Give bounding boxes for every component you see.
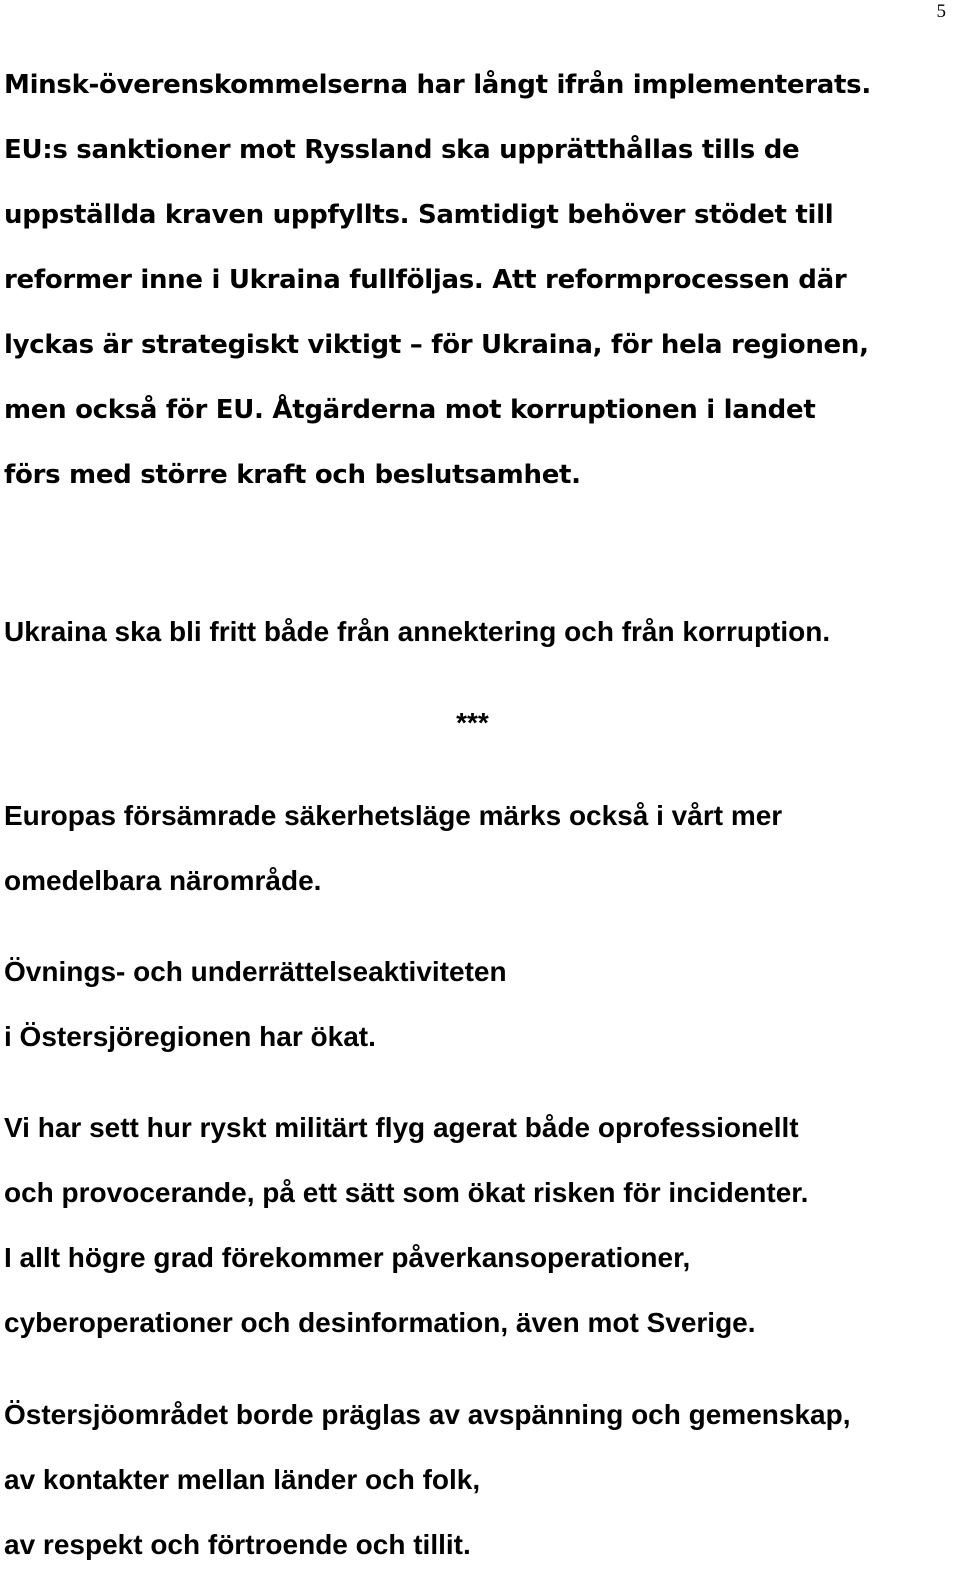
text-line: Vi har sett hur ryskt militärt flyg agerat både oprofessionellt	[4, 1112, 799, 1143]
text-line: i Östersjöregionen har ökat.	[4, 1021, 376, 1052]
text-line: och provocerande, på ett sätt som ökat risken för incidenter.	[4, 1177, 809, 1208]
text-line: Östersjöområdet borde präglas av avspänning och gemenskap,	[4, 1399, 851, 1430]
text-line: men också för EU. Åtgärderna mot korruptionen i landet	[4, 395, 816, 425]
section-separator: ***	[456, 707, 489, 738]
text-line: EU:s sanktioner mot Ryssland ska upprätthållas tills de	[4, 135, 800, 165]
text-line: lyckas är strategiskt viktigt – för Ukraina, för hela regionen,	[4, 330, 869, 360]
text-line: Europas försämrade säkerhetsläge märks också i vårt mer	[4, 800, 783, 831]
text-line: I allt högre grad förekommer påverkansoperationer,	[4, 1242, 691, 1273]
text-line: omedelbara närområde.	[4, 865, 322, 896]
text-line: cyberoperationer och desinformation, även mot Sverige.	[4, 1307, 756, 1338]
text-line: av respekt och förtroende och tillit.	[4, 1529, 471, 1560]
text-line: förs med större kraft och beslutsamhet.	[4, 460, 581, 490]
text-line: Ukraina ska bli fritt både från annektering och från korruption.	[4, 616, 831, 647]
page-number: 5	[936, 1, 946, 22]
text-line: av kontakter mellan länder och folk,	[4, 1464, 481, 1495]
text-line: Övnings- och underrättelseaktiviteten	[4, 956, 507, 987]
text-line: Minsk-överenskommelserna har långt ifrån implementerats.	[4, 70, 871, 100]
text-line: reformer inne i Ukraina fullföljas. Att reformprocessen där	[4, 265, 847, 295]
text-line: uppställda kraven uppfyllts. Samtidigt behöver stödet till	[4, 200, 834, 230]
